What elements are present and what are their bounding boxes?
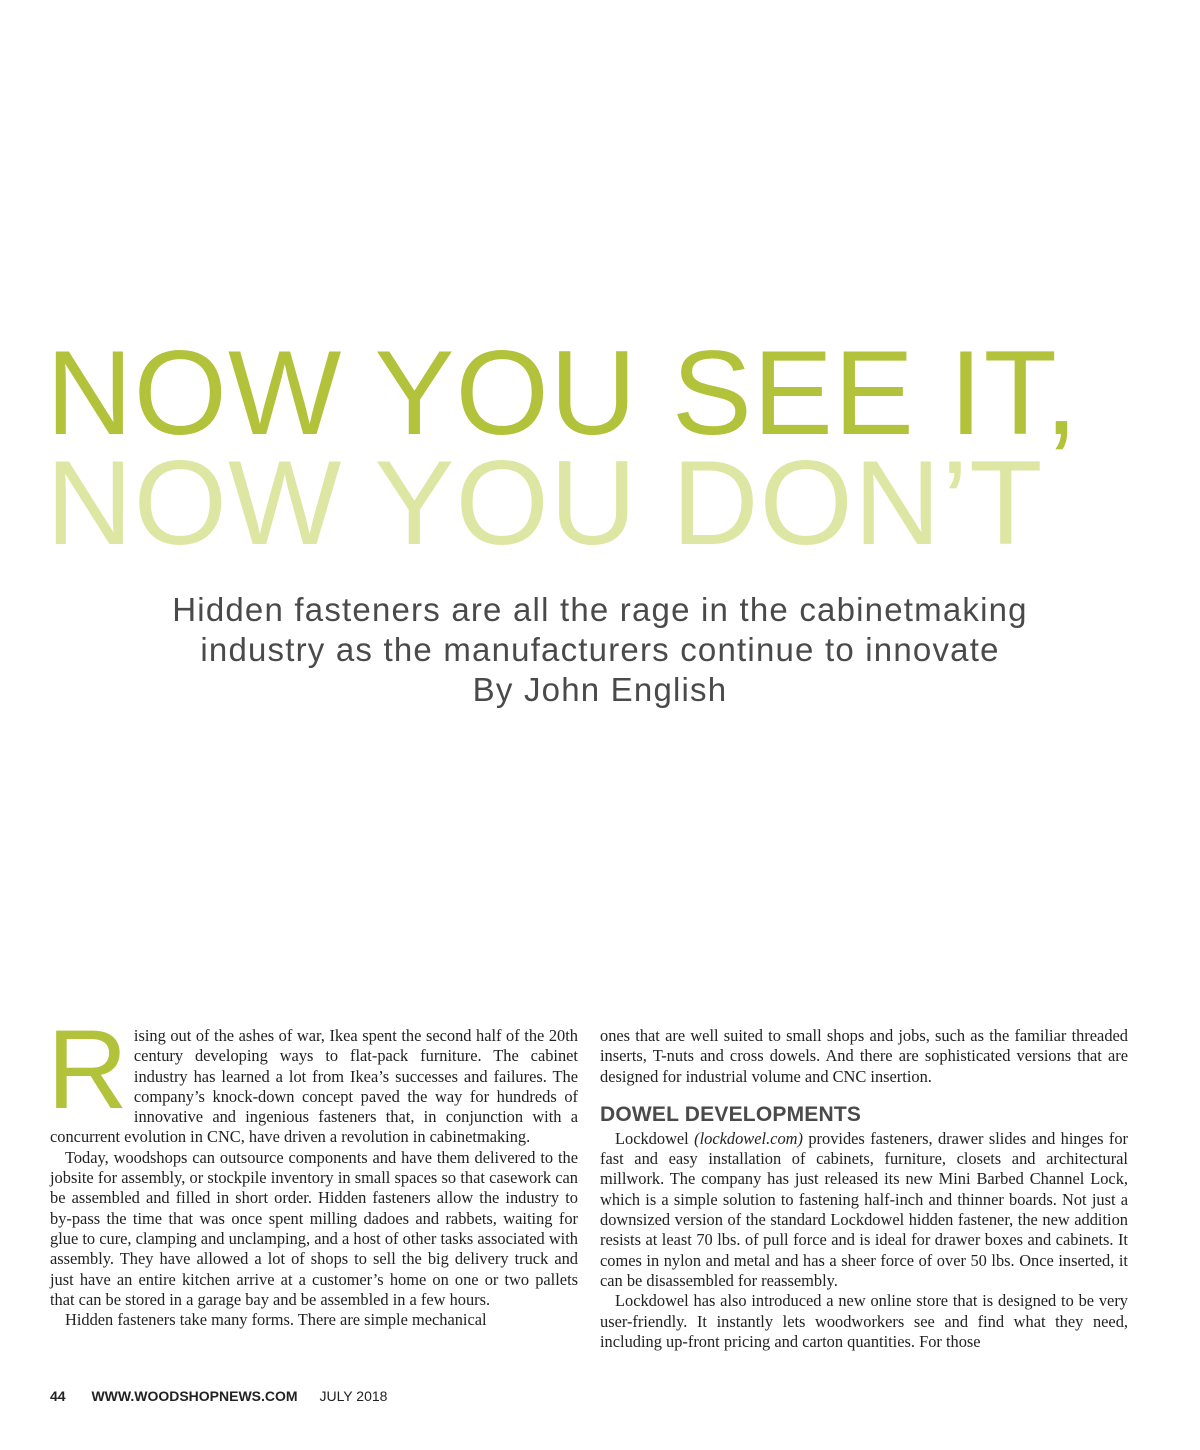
lockdowel-url: (lockdowel.com) [694,1128,803,1148]
paragraph-5-lead: Lockdowel [615,1128,695,1148]
deck-line-2: industry as the manufacturers continue to innovate [200,631,1000,668]
website-url: WWW.WOODSHOPNEWS.COM [91,1388,298,1404]
paragraph-5-body: provides fasteners, drawer slides and hinges for fast and easy installation of cabinets, furniture, closets and architectural millwork. The company has just released its new Mini Barbed Channel Lock, which is a simple solution to fastening half-inch and thinner boards. Not just a downsized version of the standard Lockdowel hidden fastener, the new addition resists at least 70 lbs. of pull force and is ideal for drawer boxes and cabinets. It comes in nylon and metal and has a sheer force of over 50 lbs. Once inserted, it can be disassembled for reassembly. [600,1128,1128,1290]
headline-line-2: NOW YOU DON’T [46,436,1044,570]
deck-line-1: Hidden fasteners are all the rage in the cabinetmaking [172,591,1028,628]
byline: By John English [472,671,728,708]
drop-cap: R [47,1007,128,1132]
page-number: 44 [50,1388,66,1404]
page-footer [50,1388,387,1404]
paragraph-intro [47,1007,578,1148]
paragraph-3: Hidden fasteners take many forms. There are simple mechanical [65,1310,487,1330]
article-column-right [600,1026,1128,1352]
paragraph-4: ones that are well suited to small shops and jobs, such as the familiar threaded inserts, T-nuts and cross dowels. And there are sophisticated versions that are designed for industrial volume and CNC insertion. [600,1026,1128,1086]
paragraph-5 [600,1129,1128,1291]
issue-date: JULY 2018 [319,1388,388,1404]
paragraph-2: Today, woodshops can outsource components and have them delivered to the jobsite for assembly, or stockpile inventory in small spaces so that casework can be assembled and filled in short order. Hidden fasteners allow the industry to by-pass the time that was once spent milling dadoes and rabbets, waiting for glue to cure, clamping and unclamping, and a host of other tasks associated with assembly. They have allowed a lot of shops to sell the big delivery truck and just have an entire kitchen arrive at a customer’s home on one or two pallets that can be stored in a garage bay and be assembled in a few hours. [50,1147,578,1309]
article-column-left [47,1007,578,1330]
headline-line-1: NOW YOU SEE IT, [46,326,1079,460]
deck [40,590,1160,710]
paragraph-intro-text: ising out of the ashes of war, Ikea spent the second half of the 20th century developing ways to flat-pack furniture. The cabinet industry has learned a lot from Ikea’s successes and failures. The company’s knock-down concept paved the way for hundreds of innovative and ingenious fasteners that, in conjunction with a concurrent evolution in CNC, have driven a revolution in cabinetmaking. [50,1026,578,1147]
section-subhead: DOWEL DEVELOPMENTS [600,1102,862,1126]
paragraph-6: Lockdowel has also introduced a new online store that is designed to be very user-friendly. It instantly lets woodworkers see and find what they need, including up-front pricing and carton quantities. For those [600,1291,1128,1351]
